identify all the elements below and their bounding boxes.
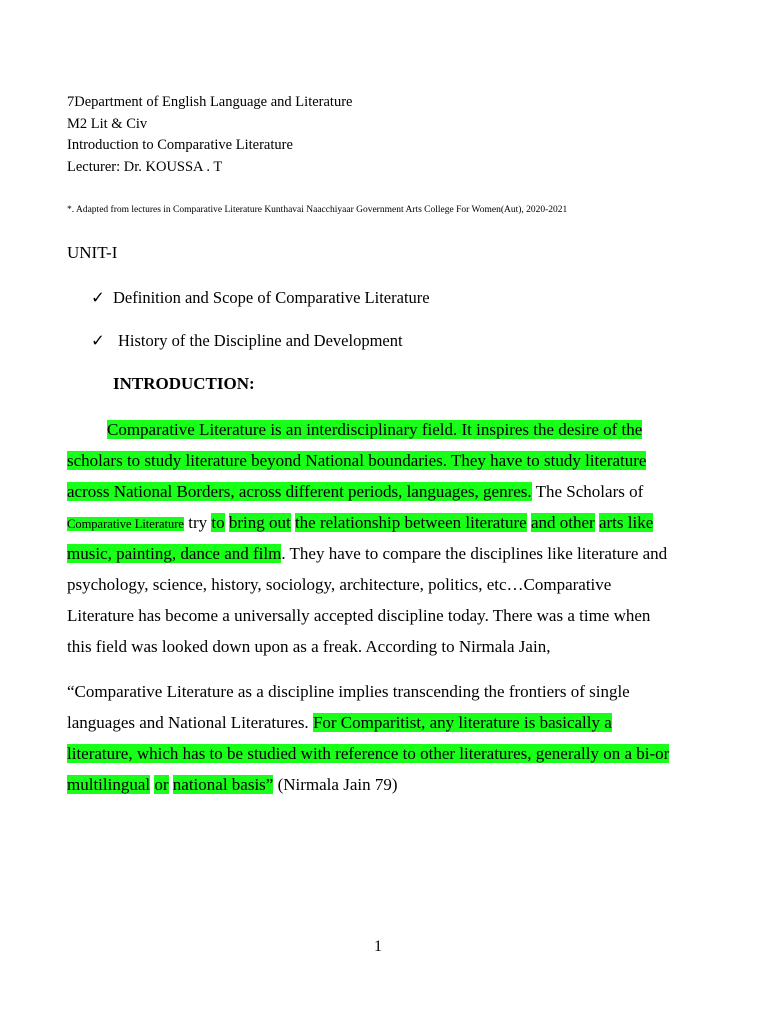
lecturer-line: Lecturer: Dr. KOUSSA . T [67, 158, 223, 175]
bullet-text: Definition and Scope of Comparative Literature [113, 288, 430, 307]
highlighted-text: multilingual [67, 775, 151, 794]
text-line [107, 418, 642, 442]
check-icon: ✓ [91, 288, 105, 307]
course-title-line: Introduction to Comparative Literature [67, 137, 293, 153]
text-span: . They have to compare the disciplines like literature and [281, 544, 668, 563]
text-span: try [183, 513, 212, 532]
page-number: 1 [374, 938, 382, 955]
department-line: 7Department of English Language and Literature [67, 94, 353, 110]
text-line [67, 480, 643, 504]
text-span: languages and National Literatures. [67, 713, 313, 732]
bullet-item-definition [91, 288, 430, 308]
source-footnote: *. Adapted from lectures in Comparative Literature Kunthavai Naacchiyaar Government Arts College For Women(Aut), 2020-2021 [67, 205, 568, 215]
text-line: Literature has become a universally accepted discipline today. There was a time when [67, 606, 651, 625]
text-line [67, 511, 653, 535]
text-line [67, 711, 612, 735]
highlighted-text: scholars to study literature beyond National boundaries. They have to study literature [67, 451, 647, 470]
highlighted-text: bring out [228, 513, 291, 532]
highlighted-text: the relationship between literature [294, 513, 527, 532]
highlighted-text: or [154, 775, 169, 794]
text-line [67, 449, 646, 473]
highlighted-text: literature, which has to be studied with reference to other literatures, generally on a bi-or [67, 744, 670, 763]
text-span: (Nirmala Jain 79) [273, 775, 398, 794]
highlighted-text: and other [530, 513, 595, 532]
document-header [67, 92, 352, 178]
highlighted-text: across National Borders, across different periods, languages, genres. [67, 482, 532, 501]
text-line: psychology, science, history, sociology, architecture, politics, etc…Comparative [67, 575, 612, 594]
highlighted-text: For Comparitist, any literature is basically a [312, 713, 612, 732]
highlighted-text: music, painting, dance and film [67, 544, 282, 563]
highlighted-text: national basis” [172, 775, 274, 794]
text-line [67, 542, 667, 566]
bullet-item-history [91, 331, 403, 351]
text-line: this field was looked down upon as a freak. According to Nirmala Jain, [67, 637, 551, 656]
check-icon: ✓ [91, 331, 105, 350]
text-line: “Comparative Literature as a discipline implies transcending the frontiers of single [67, 682, 630, 701]
unit-title: UNIT-I [67, 243, 118, 262]
highlighted-text: to [211, 513, 225, 532]
highlighted-text: Comparative Literature [67, 517, 184, 531]
introduction-heading: INTRODUCTION: [113, 374, 255, 393]
highlighted-text: arts like [598, 513, 654, 532]
text-line [67, 773, 398, 797]
text-span: The Scholars of [531, 482, 644, 501]
course-level-line: M2 Lit & Civ [67, 115, 148, 132]
highlighted-text: Comparative Literature is an interdisciplinary field. It inspires the desire of the [107, 420, 643, 439]
bullet-text: History of the Discipline and Development [118, 331, 403, 350]
text-line [67, 742, 669, 766]
